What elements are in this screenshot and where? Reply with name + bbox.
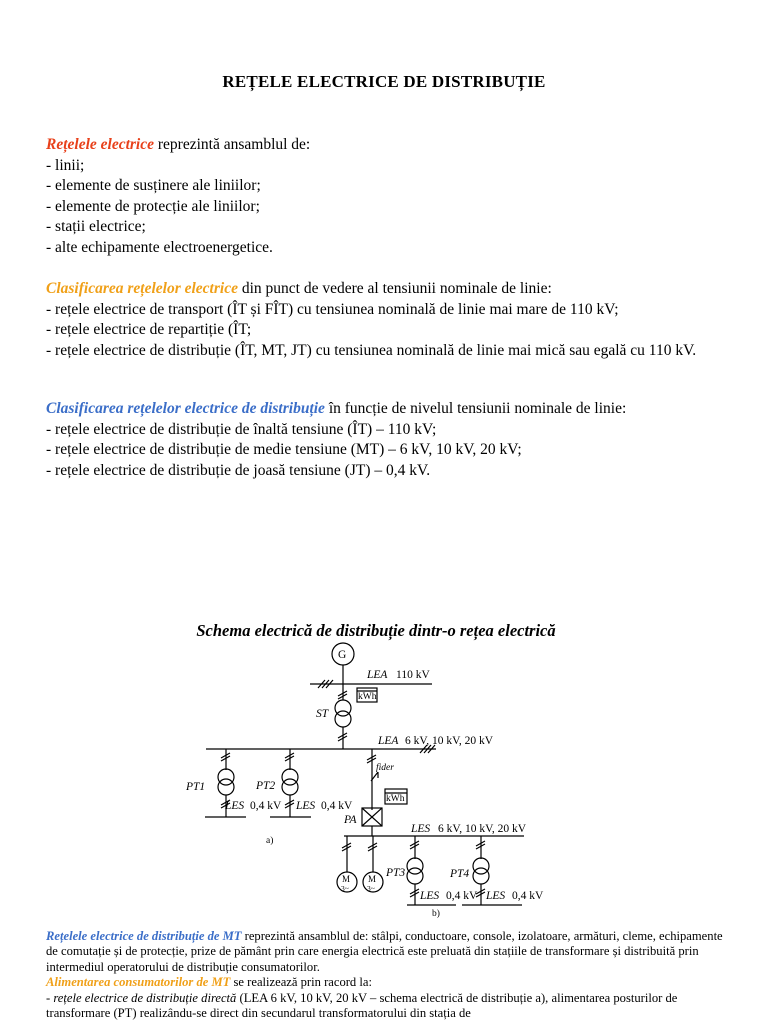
st-label: ST [316, 708, 329, 720]
pt2-label: PT2 [256, 780, 276, 792]
pt3-transformer-bottom [407, 868, 423, 884]
page-title: REȚELE ELECTRICE DE DISTRIBUȚIE [222, 72, 546, 91]
section2-lead-rest: din punct de vedere al tensiunii nominale de linie: [237, 280, 552, 297]
voltage-04-label-pt2: 0,4 kV [321, 800, 353, 812]
pt2-transformer-bottom [282, 779, 298, 795]
pt4-label: PT4 [450, 868, 470, 880]
lea-label-1: LEA [367, 669, 388, 681]
kwh-label-1: kWh [358, 692, 377, 702]
pt2-transformer-top [282, 769, 298, 785]
les-mt-label: LES [411, 823, 431, 835]
pt1-transformer-top [218, 769, 234, 785]
list-item: - stații electrice; [46, 218, 146, 236]
les-label-pt3: LES [420, 890, 440, 902]
pt1-transformer-bottom [218, 779, 234, 795]
section3-lead-rest: în funcție de nivelul tensiunii nominale de linie: [324, 400, 627, 417]
list-item: - rețele electrice de distribuție de înaltă tensiune (ÎT) – 110 kV; [46, 420, 437, 438]
section-classification [46, 279, 726, 361]
list-item: - rețele electrice de transport (ÎT și FÎT) cu tensiunea nominală de linie mai mare de 110 kV; [46, 300, 619, 318]
voltage-04-label-pt1: 0,4 kV [250, 800, 282, 812]
list-item: - linii; [46, 156, 85, 174]
les-label-pt4: LES [486, 890, 506, 902]
voltage-04-label-pt4: 0,4 kV [512, 890, 544, 902]
mt-voltage-label-2: 6 kV, 10 kV, 20 kV [438, 823, 527, 835]
mt-networks-text: reprezintă ansamblul de: stâlpi, conductoare, console, izolatoare, armături, cleme, echipamente de comutație și de protecție, prize de pământ prin care energia electrică este preluată din stațiile de transformare și distribuită prin intermediul operatorului de distribuție consumatorilor. [46, 929, 723, 974]
section1-lead: Rețelele electrice [46, 136, 155, 153]
section2-lead: Clasificarea rețelelor electrice [46, 280, 238, 297]
pa-label: PA [344, 814, 357, 826]
list-item: - elemente de susținere ale liniilor; [46, 177, 261, 195]
mt-supply-text: se realizează prin racord la: [230, 975, 372, 990]
list-item: - alte echipamente electroenergetice. [46, 238, 273, 256]
mt-voltage-label-1: 6 kV, 10 kV, 20 kV [405, 735, 494, 747]
subfigure-b-label: b) [432, 909, 440, 919]
list-item: - rețele electrice de distribuție de medie tensiune (MT) – 6 kV, 10 kV, 20 kV; [46, 441, 522, 459]
voltage-04-label-pt3: 0,4 kV [446, 890, 478, 902]
pt4-transformer-bottom [473, 868, 489, 884]
direct-networks-text: (LEA 6 kV, 10 kV, 20 kV – schema electrică de distribuție a), alimentarea posturilor de transformare (PT) realizându-se direct din secundarul transformatorului din stația de [46, 990, 678, 1021]
fider-label: fider [376, 763, 394, 773]
motor-2-sub: 3~ [367, 884, 375, 893]
voltage-110-label: 110 kV [396, 669, 430, 681]
subfigure-a-label: a) [266, 836, 274, 846]
generator-label: G [338, 649, 347, 661]
st-transformer-bottom [335, 711, 351, 727]
section-networks-definition [46, 135, 726, 259]
mt-supply-lead: Alimentarea consumatorilor de MT [46, 975, 231, 990]
motor-1-label: M [342, 874, 351, 884]
pt3-transformer-top [407, 858, 423, 874]
pt3-label: PT3 [386, 867, 406, 879]
list-item: - rețele electrice de distribuție de joasă tensiune (JT) – 0,4 kV. [46, 461, 431, 479]
list-item: - rețele electrice de distribuție (ÎT, MT, JT) cu tensiunea nominală de linie mai mică sau egală cu 110 kV. [46, 341, 697, 359]
distribution-schematic [0, 630, 768, 922]
list-item: - elemente de protecție ale liniilor; [46, 197, 260, 215]
section-distribution-classification [46, 399, 726, 481]
les-label-pt2: LES [296, 800, 316, 812]
les-label-pt1: LES [225, 800, 245, 812]
direct-networks-lead: - rețele electrice de distribuție directă [46, 990, 237, 1005]
mt-networks-lead: Rețelele electrice de distribuție de MT [46, 929, 242, 943]
section3-lead: Clasificarea rețelelor electrice de distribuție [46, 400, 325, 417]
list-item: - rețele electrice de repartiție (ÎT; [46, 321, 252, 339]
section-mt-networks [46, 929, 726, 1021]
kwh-label-2: kWh [386, 794, 405, 804]
pt1-label: PT1 [186, 781, 206, 793]
pt4-transformer-top [473, 858, 489, 874]
diagram-title: Schema electrică de distribuție dintr-o rețea electrică [196, 621, 556, 640]
motor-1-sub: 3~ [341, 884, 349, 893]
section1-lead-rest: reprezintă ansamblul de: [154, 136, 311, 153]
motor-2-label: M [368, 874, 377, 884]
lea-label-2: LEA [378, 735, 399, 747]
